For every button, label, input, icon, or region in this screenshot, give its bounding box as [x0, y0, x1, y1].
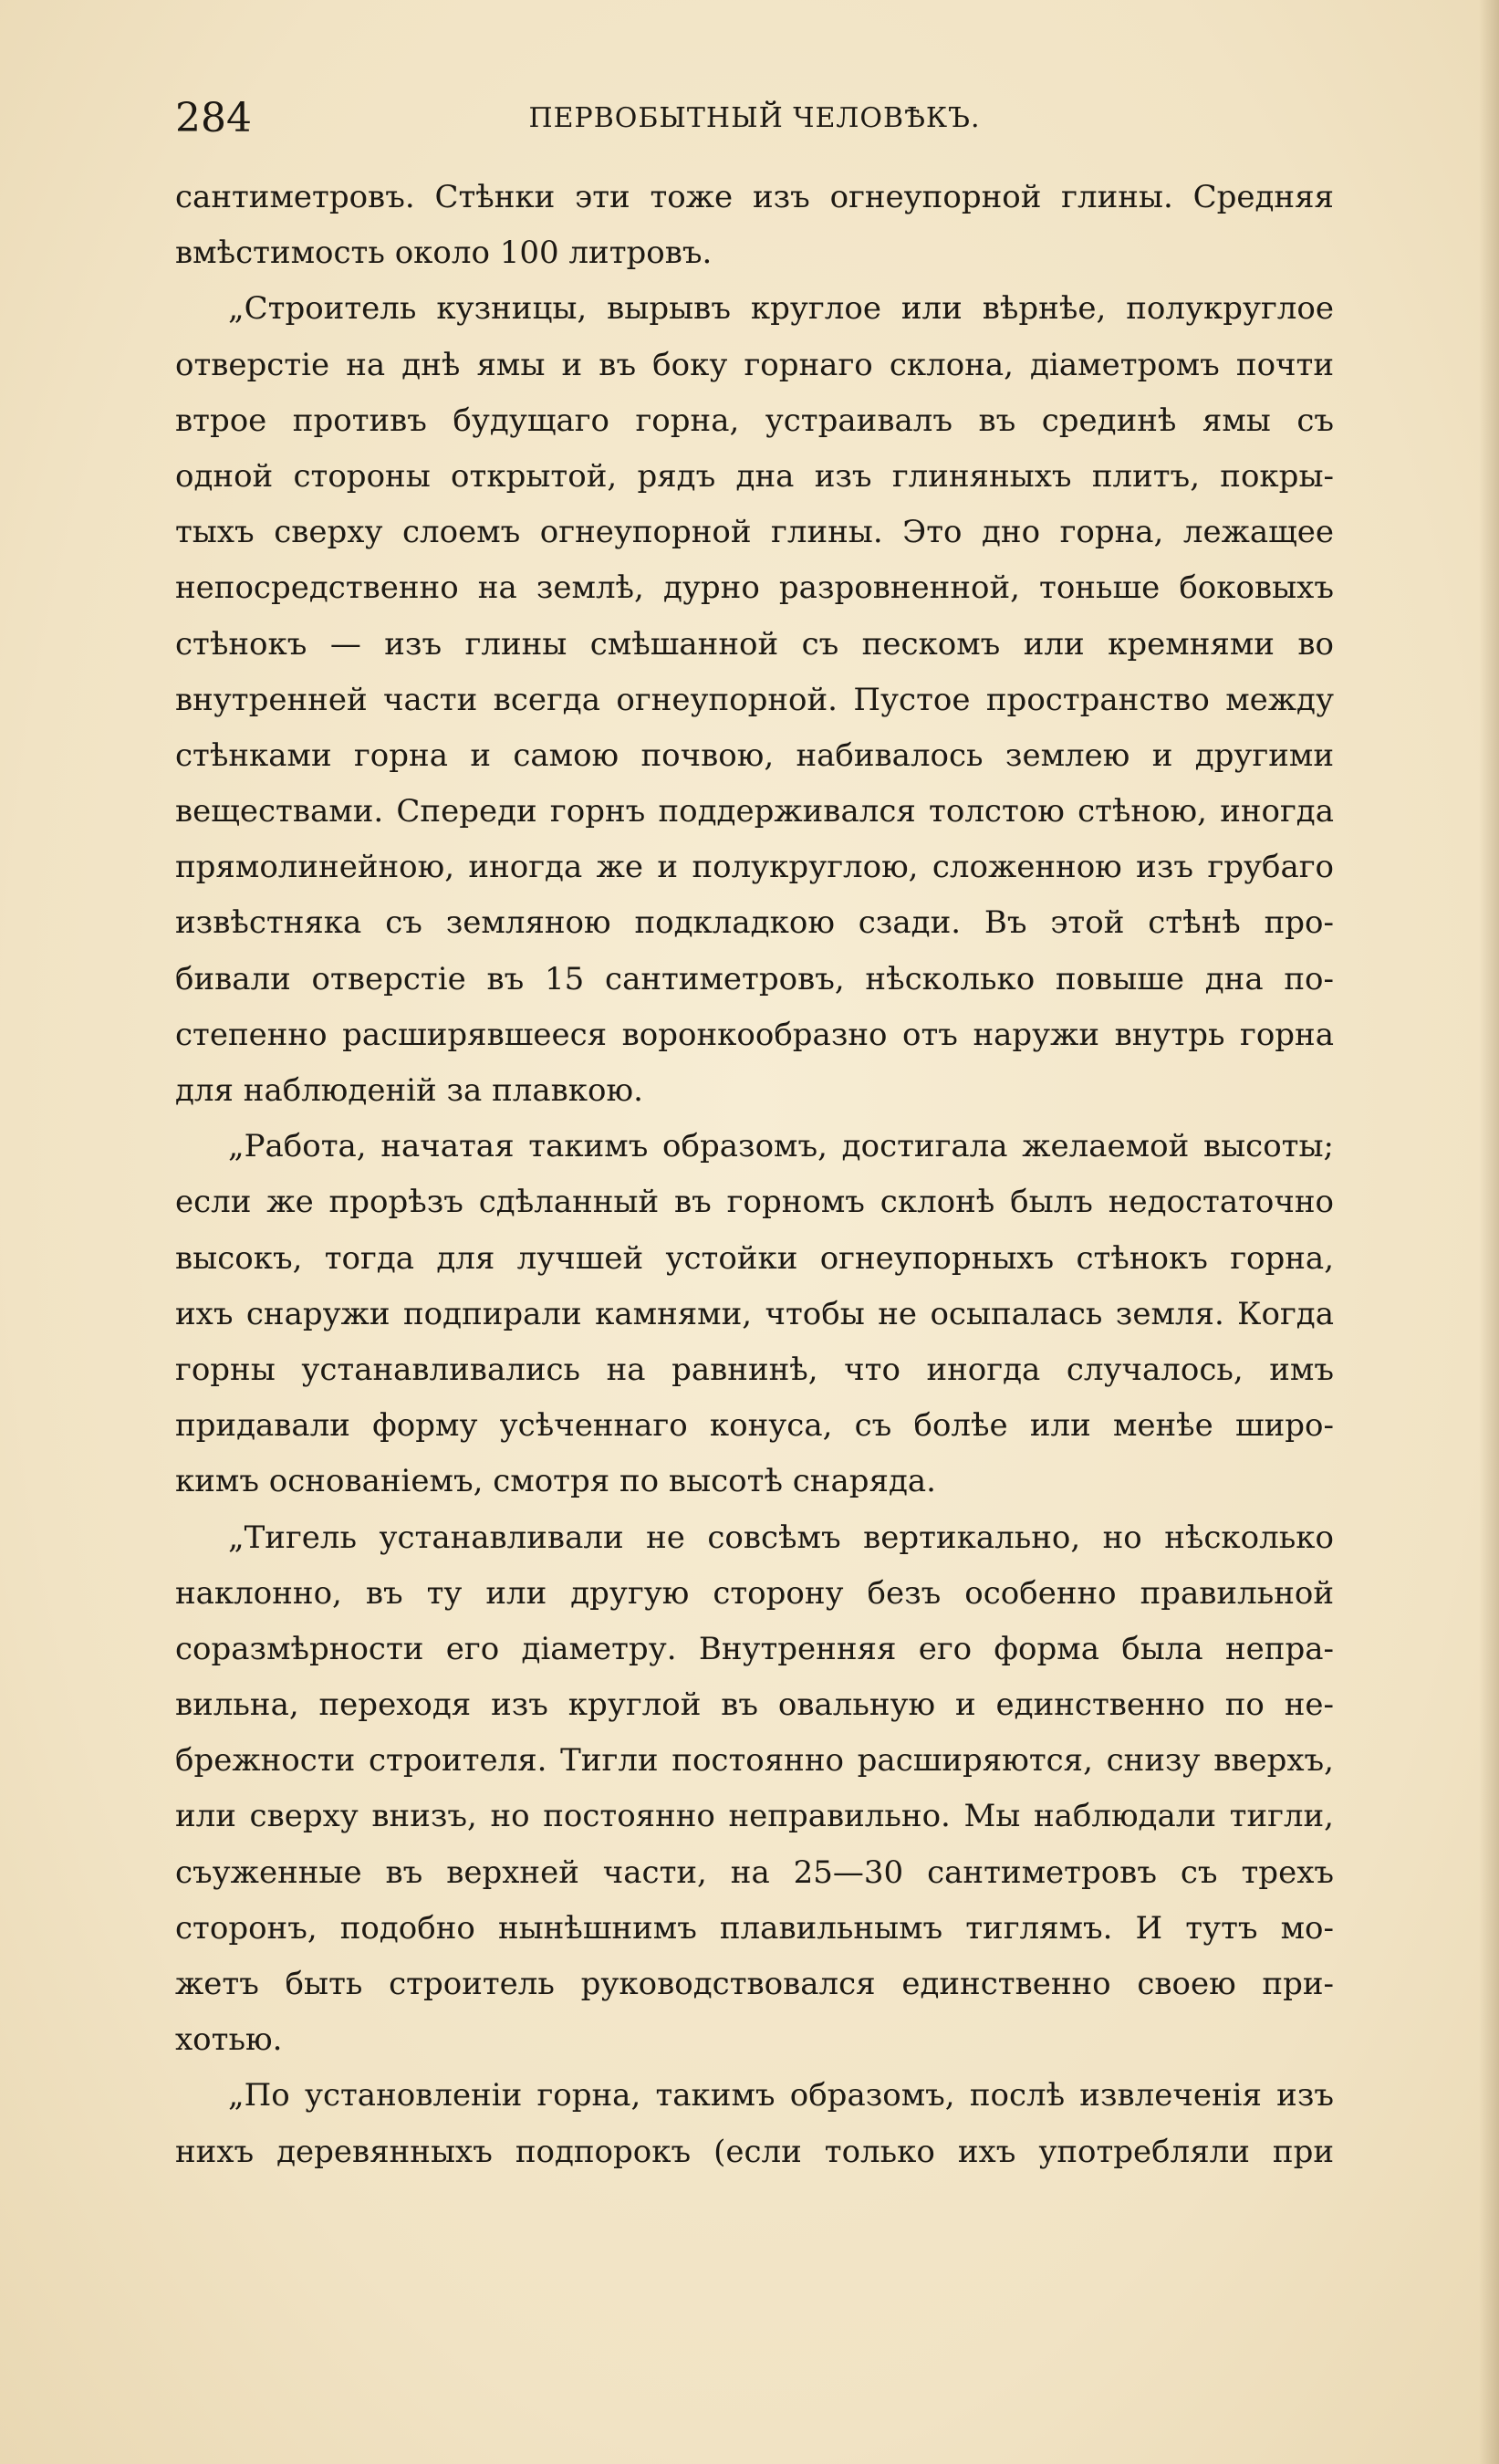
text-line: прямолинейною, иногда же и полукруглою, сложенною изъ грубаго [175, 849, 1334, 886]
text-line: придавали форму усѣченнаго конуса, съ болѣе или менѣе широ- [175, 1407, 1334, 1445]
text-line: или сверху внизъ, но постоянно неправильно. Мы наблюдали тигли, [175, 1798, 1334, 1835]
text-line: одной стороны открытой, рядъ дна изъ глиняныхъ плитъ, покры- [175, 457, 1334, 495]
text-line: „Работа, начатая такимъ образомъ, достигала желаемой высоты; [228, 1128, 1334, 1165]
text-line: „Строитель кузницы, вырывъ круглое или вѣрнѣе, полукруглое [228, 290, 1334, 328]
running-title: ПЕРВОБЫТНЫЙ ЧЕЛОВѢКЪ. [528, 102, 981, 134]
text-line: брежности строителя. Тигли постоянно расширяются, снизу вверхъ, [175, 1742, 1334, 1780]
page-edge-shadow [1479, 0, 1499, 2464]
text-line: если же прорѣзъ сдѣланный въ горномъ склонѣ былъ недостаточно [175, 1184, 1334, 1221]
text-line: отверстіе на днѣ ямы и въ боку горнаго склона, діаметромъ почти [175, 346, 1334, 383]
text-line: соразмѣрности его діаметру. Внутренняя его форма была непра- [175, 1630, 1334, 1667]
text-line: наклонно, въ ту или другую сторону безъ особенно правильной [175, 1574, 1334, 1612]
page-number: 284 [175, 95, 252, 141]
text-line: бивали отверстіе въ 15 сантиметровъ, нѣсколько повыше дна по- [175, 960, 1334, 997]
running-head [175, 91, 1334, 146]
text-line: горны устанавливались на равнинѣ, что иногда случалось, имъ [175, 1351, 1334, 1388]
text-line: веществами. Спереди горнъ поддерживался толстою стѣною, иногда [175, 793, 1334, 830]
body-text [175, 170, 1334, 2180]
text-line: „По установленіи горна, такимъ образомъ, послѣ извлеченія изъ [228, 2077, 1334, 2114]
text-line: стѣнками горна и самою почвою, набивалось землею и другими [175, 736, 1334, 774]
text-line: втрое противъ будущаго горна, устраивалъ въ срединѣ ямы съ [175, 402, 1334, 439]
text-line: непосредственно на землѣ, дурно разровненной, тоньше боковыхъ [175, 569, 1334, 607]
text-line: стѣнокъ — изъ глины смѣшанной съ пескомъ или кремнями во [175, 625, 1334, 663]
text-line: сантиметровъ. Стѣнки эти тоже изъ огнеупорной глины. Средняя [175, 179, 1334, 215]
text-line: нихъ деревянныхъ подпорокъ (если только ихъ употребляли при [175, 2133, 1334, 2170]
text-line: ихъ снаружи подпирали камнями, чтобы не осыпалась земля. Когда [175, 1295, 1334, 1332]
text-line: внутренней части всегда огнеупорной. Пустое пространство между [175, 681, 1334, 718]
text-line: высокъ, тогда для лучшей устойки огнеупорныхъ стѣнокъ горна, [175, 1239, 1334, 1277]
text-line: для наблюденій за плавкою. [175, 1072, 643, 1109]
text-line: извѣстняка съ земляною подкладкою сзади. Въ этой стѣнѣ про- [175, 904, 1334, 942]
text-line: „Тигель устанавливали не совсѣмъ вертикально, но нѣсколько [228, 1519, 1334, 1556]
text-line: кимъ основаніемъ, смотря по высотѣ снаряда. [175, 1463, 936, 1500]
text-line: степенно расширявшееся воронкообразно отъ наружи внутрь горна [175, 1016, 1334, 1053]
text-line: вмѣстимость около 100 литровъ. [175, 235, 713, 272]
text-line: сторонъ, подобно нынѣшнимъ плавильнымъ тиглямъ. И тутъ мо- [175, 1909, 1334, 1947]
text-line: вильна, переходя изъ круглой въ овальную и единственно по не- [175, 1686, 1334, 1724]
text-line: тыхъ сверху слоемъ огнеупорной глины. Это дно горна, лежащее [175, 514, 1334, 551]
text-line: хотью. [175, 2021, 283, 2059]
text-line: жетъ быть строитель руководствовался единственно своею при- [175, 1966, 1334, 2002]
text-line: съуженные въ верхней части, на 25—30 сантиметровъ съ трехъ [175, 1853, 1334, 1891]
